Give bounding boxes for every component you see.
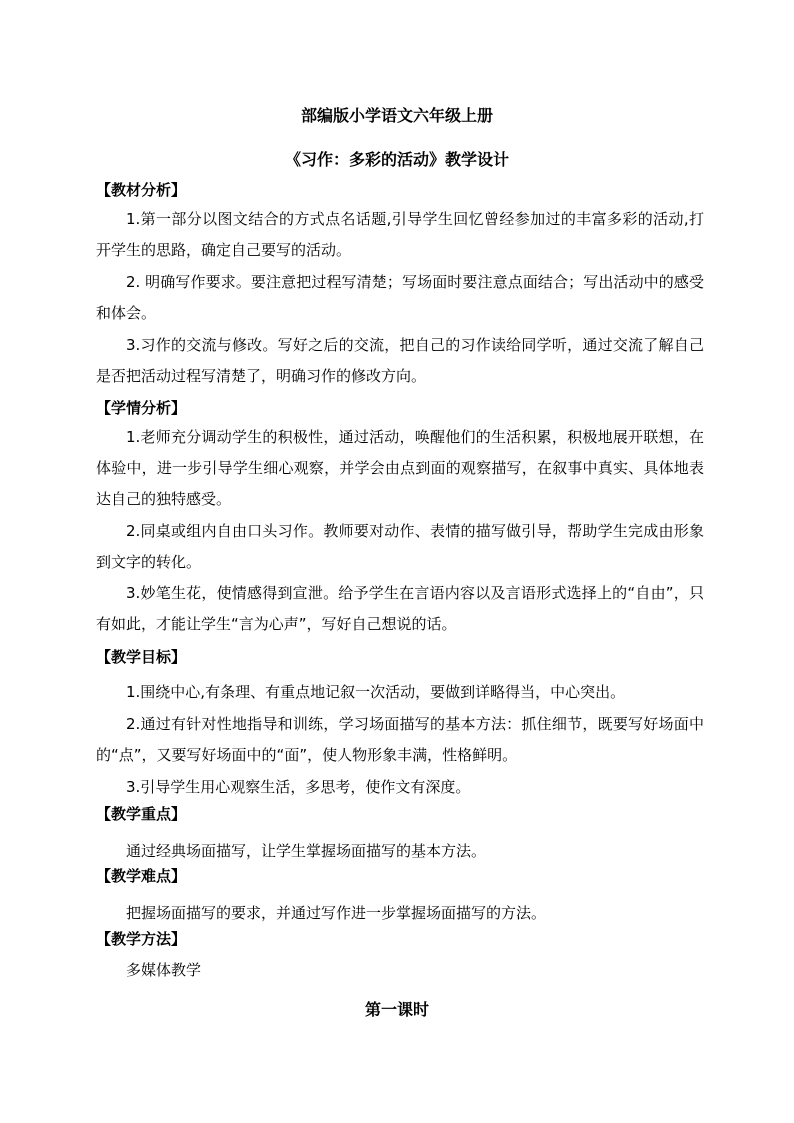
section-heading-teaching-focus: 【教学重点】 xyxy=(96,805,187,823)
section-paragraph: 1.老师充分调动学生的积极性，通过活动，唤醒他们的生活积累，积极地展开联想，在体验中，进一步引导学生细心观察，并学会由点到面的观察描写，在叙事中真实、具体地表达自己的独特感受。 xyxy=(96,428,704,508)
section-paragraph: 2.通过有针对性地指导和训练，学习场面描写的基本方法：抓住细节，既要写好场面中的“点”，又要写好场面中的“面”，使人物形象丰满，性格鲜明。 xyxy=(96,715,704,764)
document-subtitle: 《习作：多彩的活动》教学设计 xyxy=(284,150,509,169)
section-paragraph: 1.围绕中心,有条理、有重点地记叙一次活动，要做到详略得当，中心突出。 xyxy=(126,683,626,701)
section-heading-teaching-goals: 【教学目标】 xyxy=(96,648,187,666)
section-heading-teaching-method: 【教学方法】 xyxy=(96,930,187,948)
section-paragraph: 把握场面描写的要求，并通过写作进一步掌握场面描写的方法。 xyxy=(126,904,547,922)
section-paragraph: 多媒体教学 xyxy=(126,961,202,979)
section-paragraph: 3.引导学生用心观察生活，多思考，使作文有深度。 xyxy=(126,778,471,796)
section-paragraph: 2.同桌或组内自由口头习作。教师要对动作、表情的描写做引导，帮助学生完成由形象到文字的转化。 xyxy=(96,522,704,571)
lesson-title: 第一课时 xyxy=(364,1000,429,1019)
section-heading-student-analysis: 【学情分析】 xyxy=(96,399,187,417)
document-title: 部编版小学语文六年级上册 xyxy=(300,106,493,125)
section-paragraph: 3.妙笔生花，使情感得到宣泄。给予学生在言语内容以及言语形式选择上的“自由”，只有如此，才能让学生“言为心声”，写好自己想说的话。 xyxy=(96,584,704,633)
section-heading-textbook-analysis: 【教材分析】 xyxy=(96,181,187,199)
section-paragraph: 2. 明确写作要求。要注意把过程写清楚；写场面时要注意点面结合；写出活动中的感受和体会。 xyxy=(96,273,704,322)
section-heading-teaching-difficulty: 【教学难点】 xyxy=(96,867,187,885)
section-paragraph: 1.第一部分以图文结合的方式点名话题,引导学生回忆曾经参加过的丰富多彩的活动,打开学生的思路，确定自己要写的活动。 xyxy=(96,210,704,259)
section-paragraph: 3.习作的交流与修改。写好之后的交流，把自己的习作读给同学听，通过交流了解自己是否把活动过程写清楚了，明确习作的修改方向。 xyxy=(96,336,704,385)
section-paragraph: 通过经典场面描写，让学生掌握场面描写的基本方法。 xyxy=(126,842,487,860)
